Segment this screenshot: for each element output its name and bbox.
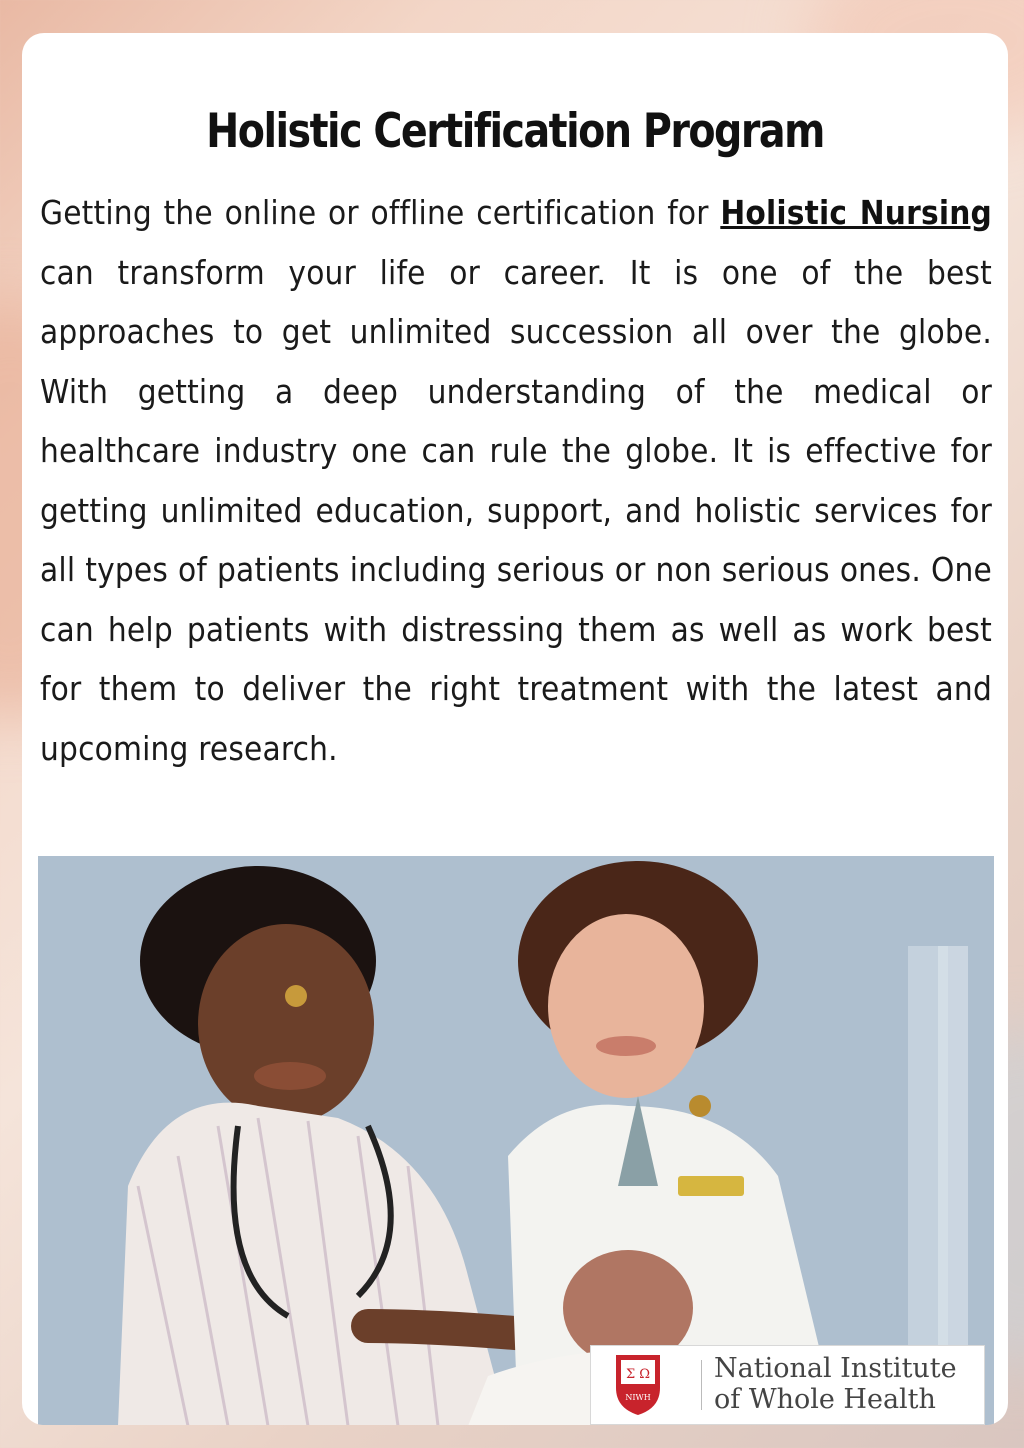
body-paragraph <box>40 183 992 778</box>
logo-name-line2: of Whole Health <box>714 1384 936 1415</box>
logo-name-line1: National Institute <box>714 1353 957 1384</box>
paragraph-rest: can transform your life or career. It is one of the best approaches to get unlimited succession all over the globe. With getting a deep understanding of the medical or healthcare industry one can rule the globe. It is effective for getting unlimited education, support, and holistic services for all types of patients including serious or non serious ones. One can help patients with distressing them as well as work best for them to deliver the right treatment with the latest and upcoming research. <box>40 252 992 768</box>
niwh-logo <box>590 1345 985 1425</box>
paragraph-intro: Getting the online or offline certification for <box>40 193 721 232</box>
content-card <box>22 33 1008 1425</box>
logo-emblem-letters: Σ Ω <box>625 1367 651 1382</box>
logo-emblem-abbrev: NIWH <box>625 1393 651 1402</box>
nurses-with-baby-photo <box>38 856 994 1425</box>
shield-icon <box>615 1354 661 1416</box>
logo-divider <box>701 1360 702 1410</box>
page-title: Holistic Certification Program <box>206 103 824 159</box>
holistic-nursing-link[interactable]: Holistic Nursing <box>720 193 992 232</box>
